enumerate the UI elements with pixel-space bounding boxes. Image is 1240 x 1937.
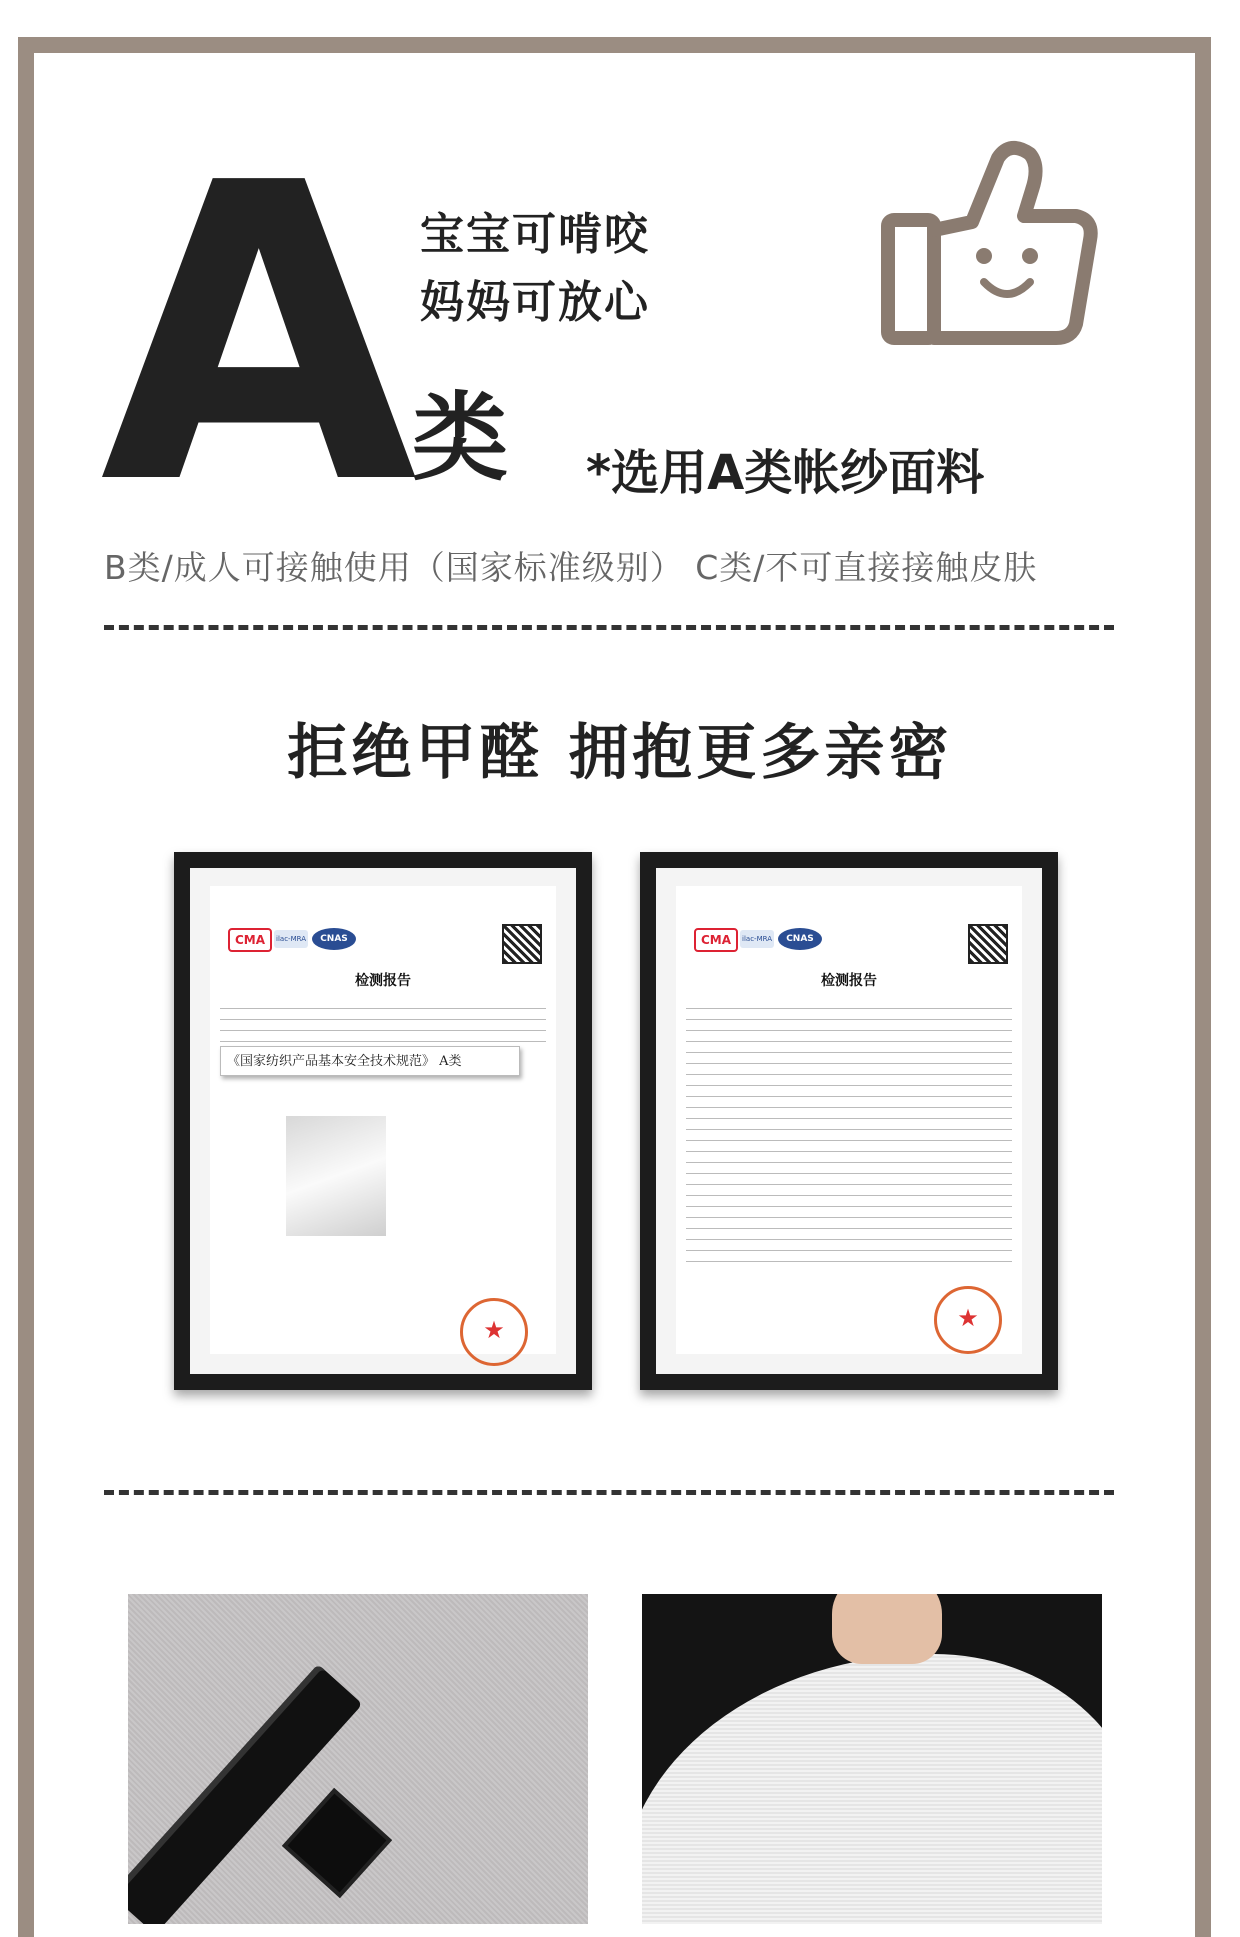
report-table [220,998,546,1042]
ilac-logo: ilac-MRA [274,930,308,948]
slogan-line-2: 妈妈可放心 [420,277,650,328]
fabric-note: *选用A类帐纱面料 [586,445,985,501]
rail-end-cap [282,1788,392,1898]
red-seal-stamp: ★ [460,1298,528,1366]
photo-fabric-and-rail [128,1594,588,1924]
report-table [686,998,1012,1262]
thumbs-up-smile-icon [880,138,1100,348]
qr-code [968,924,1008,964]
test-report-1 [210,886,556,1354]
standard-banner: 《国家纺织产品基本安全技术规范》 A类 [220,1046,520,1076]
red-seal-stamp: ★ [934,1286,1002,1354]
certificate-frame-2 [640,852,1058,1390]
ilac-logo: ilac-MRA [740,930,774,948]
divider-bottom [104,1490,1114,1495]
cma-logo: CMA [694,928,738,952]
photo-mesh-fabric [642,1594,1102,1924]
report-title: 检测报告 [355,973,411,989]
cnas-logo: CNAS [312,928,356,950]
cnas-logo: CNAS [778,928,822,950]
section-headline: 拒绝甲醛 拥抱更多亲密 [287,718,953,788]
mesh-fabric [642,1654,1102,1924]
certificate-frame-1 [174,852,592,1390]
qr-code [502,924,542,964]
hand-pinching-fabric [832,1594,942,1664]
slogan-line-1: 宝宝可啃咬 [420,209,650,260]
divider-top [104,625,1114,630]
cma-logo: CMA [228,928,272,952]
big-letter-a: A [100,96,408,574]
report-title: 检测报告 [821,973,877,989]
category-label: 类 [412,382,508,494]
fabric-sample-photo [286,1116,386,1236]
test-report-2 [676,886,1022,1354]
grade-comparison: B类/成人可接触使用（国家标准级别） C类/不可直接接触皮肤 [104,548,1038,587]
